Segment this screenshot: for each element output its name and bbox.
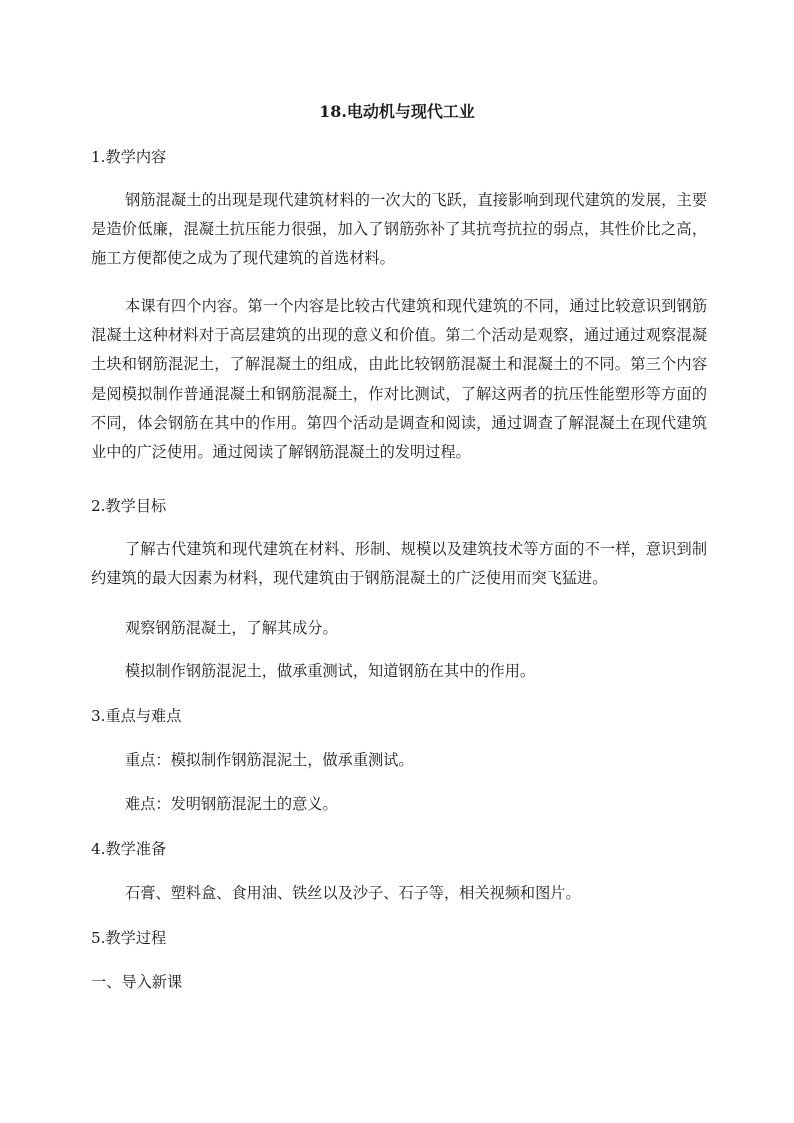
paragraph-concrete-intro: 钢筋混凝土的出现是现代建筑材料的一次大的飞跃，直接影响到现代建筑的发展，主要是造价低廉，混凝土抗压能力很强，加入了钢筋弥补了其抗弯抗拉的弱点，其性价比之高，施工方便都使之成为了现代建筑的首选材料。	[91, 191, 707, 268]
subheading-introduction: 一、导入新课	[91, 973, 183, 991]
section-heading-key-points: 3.重点与难点	[91, 707, 182, 725]
paragraph-key-point: 重点：模拟制作钢筋混泥土，做承重测试。	[125, 751, 414, 769]
document-title: 18.电动机与现代工业	[319, 102, 475, 121]
paragraph-goal-3: 模拟制作钢筋混泥土，做承重测试，知道钢筋在其中的作用。	[125, 662, 536, 680]
paragraph-lesson-overview: 本课有四个内容。第一个内容是比较古代建筑和现代建筑的不同，通过比较意识到钢筋混凝土这种材料对于高层建筑的出现的意义和价值。第二个活动是观察，通过通过观察混凝土块和钢筋混泥土，了解混凝土的组成，由此比较钢筋混凝土和混凝土的不同。第三个内容是阅模拟制作普通混凝土和钢筋混凝土，作对比测试，了解这两者的抗压性能塑形等方面的不同，体会钢筋在其中的作用。第四个活动是调查和阅读，通过调查了解混凝土在现代建筑业中的广泛使用。通过阅读了解钢筋混凝土的发明过程。	[91, 297, 707, 462]
section-heading-goals: 2.教学目标	[91, 497, 167, 515]
paragraph-materials: 石膏、塑料盒、食用油、铁丝以及沙子、石子等，相关视频和图片。	[125, 884, 581, 902]
section-heading-process: 5.教学过程	[91, 929, 167, 947]
paragraph-goal-2: 观察钢筋混凝土，了解其成分。	[125, 619, 338, 637]
paragraph-difficulty: 难点：发明钢筋混泥土的意义。	[125, 795, 338, 813]
section-heading-preparation: 4.教学准备	[91, 840, 167, 858]
paragraph-goal-1: 了解古代建筑和现代建筑在材料、形制、规模以及建筑技术等方面的不一样，意识到制约建筑的最大因素为材料，现代建筑由于钢筋混凝土的广泛使用而突飞猛进。	[91, 540, 707, 588]
section-heading-content: 1.教学内容	[91, 148, 167, 166]
